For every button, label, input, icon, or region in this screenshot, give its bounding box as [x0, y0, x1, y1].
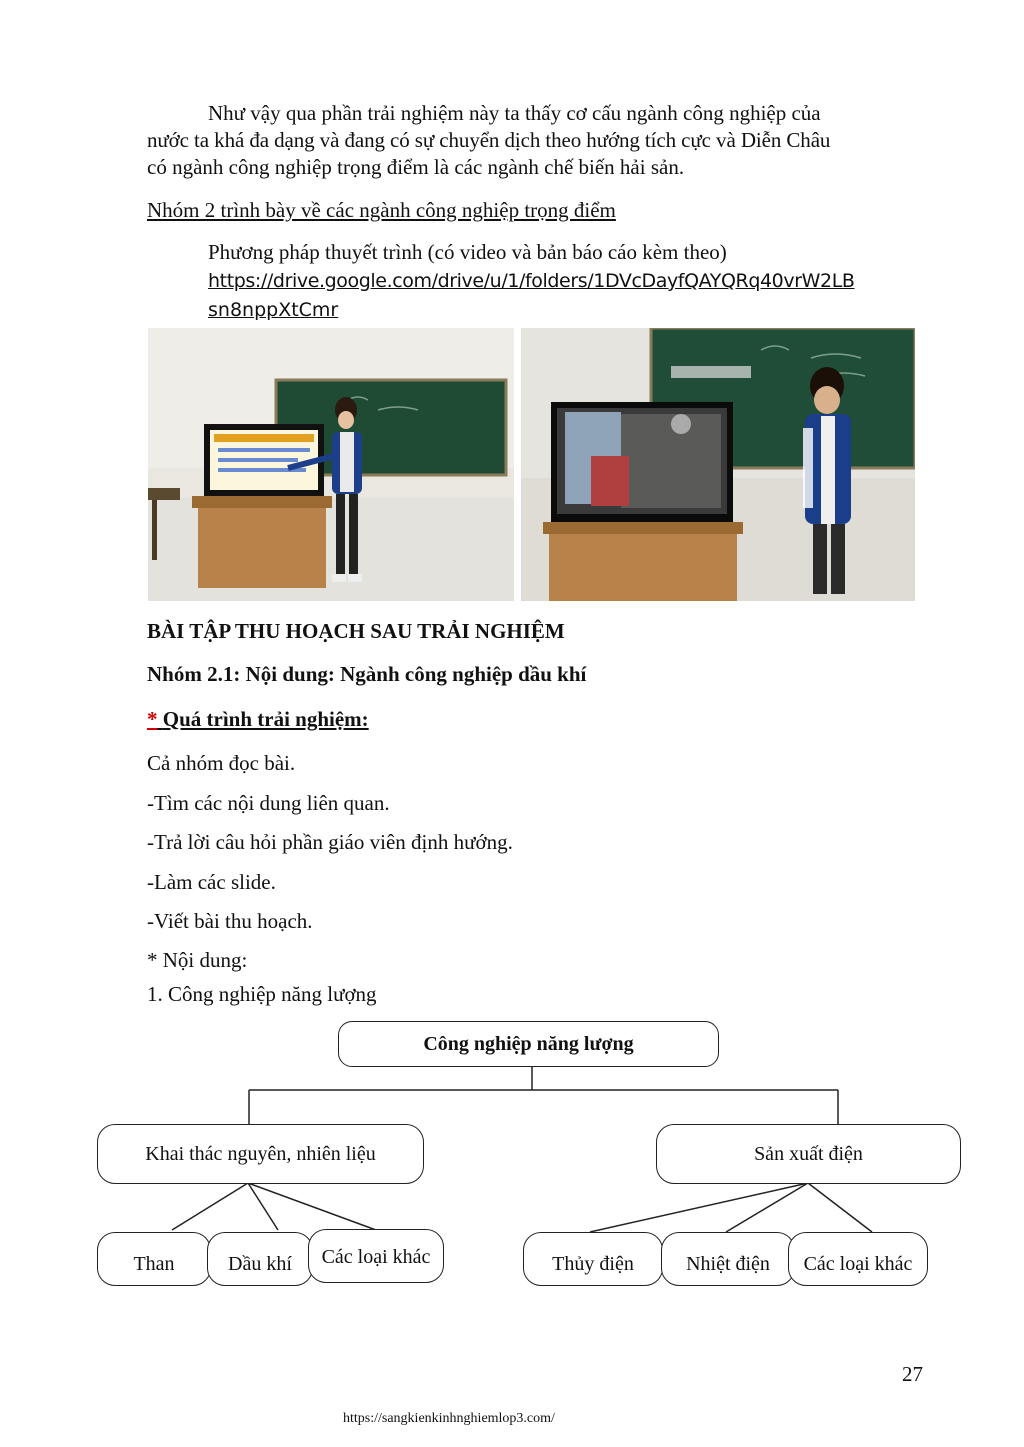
- diagram-leaf-other-right: Các loại khác: [788, 1232, 928, 1286]
- process-star: *: [147, 707, 158, 731]
- group-heading: Nhóm 2 trình bày về các ngành công nghiệp trọng điểm: [147, 198, 616, 222]
- process-title: Quá trình trải nghiệm:: [162, 707, 369, 731]
- page-number: 27: [902, 1362, 923, 1386]
- diagram-leaf-thermal: Nhiệt điện: [661, 1232, 795, 1286]
- intro-line-3: có ngành công nghiệp trọng điểm là các ngành chế biến hải sản.: [147, 155, 685, 179]
- diagram-leaf-coal: Than: [97, 1232, 211, 1286]
- drive-link-line-1[interactable]: https://drive.google.com/drive/u/1/folders/1DVcDayfQAYQRq40vrW2LB: [208, 270, 855, 292]
- footer-url[interactable]: https://sangkienkinhnghiemlop3.com/: [343, 1411, 555, 1426]
- step-item: Cả nhóm đọc bài.: [147, 751, 296, 775]
- process-heading: [147, 705, 369, 734]
- step-item: -Trả lời câu hỏi phần giáo viên định hướng.: [147, 830, 513, 854]
- diagram-leaf-hydro: Thủy điện: [523, 1232, 663, 1286]
- diagram-left-node: Khai thác nguyên, nhiên liệu: [97, 1124, 424, 1184]
- step-item: -Làm các slide.: [147, 870, 276, 894]
- content-item: 1. Công nghiệp năng lượng: [147, 982, 377, 1006]
- diagram-root-node: Công nghiệp năng lượng: [338, 1021, 719, 1067]
- diagram-leaf-oil-gas: Dầu khí: [207, 1232, 313, 1286]
- intro-line-2: nước ta khá đa dạng và đang có sự chuyển dịch theo hướng tích cực và Diễn Châu: [147, 128, 831, 152]
- intro-line-1: Như vậy qua phần trải nghiệm này ta thấy cơ cấu ngành công nghiệp của: [208, 101, 821, 125]
- method-line: Phương pháp thuyết trình (có video và bản báo cáo kèm theo): [208, 240, 727, 264]
- classroom-photo-left: [148, 328, 514, 601]
- step-item: -Viết bài thu hoạch.: [147, 909, 313, 933]
- section-title: BÀI TẬP THU HOẠCH SAU TRẢI NGHIỆM: [147, 619, 565, 643]
- drive-link-line-2[interactable]: sn8nppXtCmr: [208, 299, 339, 321]
- diagram-right-node: Sản xuất điện: [656, 1124, 961, 1184]
- subsection-title: Nhóm 2.1: Nội dung: Ngành công nghiệp dầu khí: [147, 662, 587, 686]
- diagram-leaf-other-left: Các loại khác: [308, 1229, 444, 1283]
- content-label: * Nội dung:: [147, 948, 248, 972]
- classroom-photo-right: [521, 328, 915, 601]
- step-item: -Tìm các nội dung liên quan.: [147, 791, 390, 815]
